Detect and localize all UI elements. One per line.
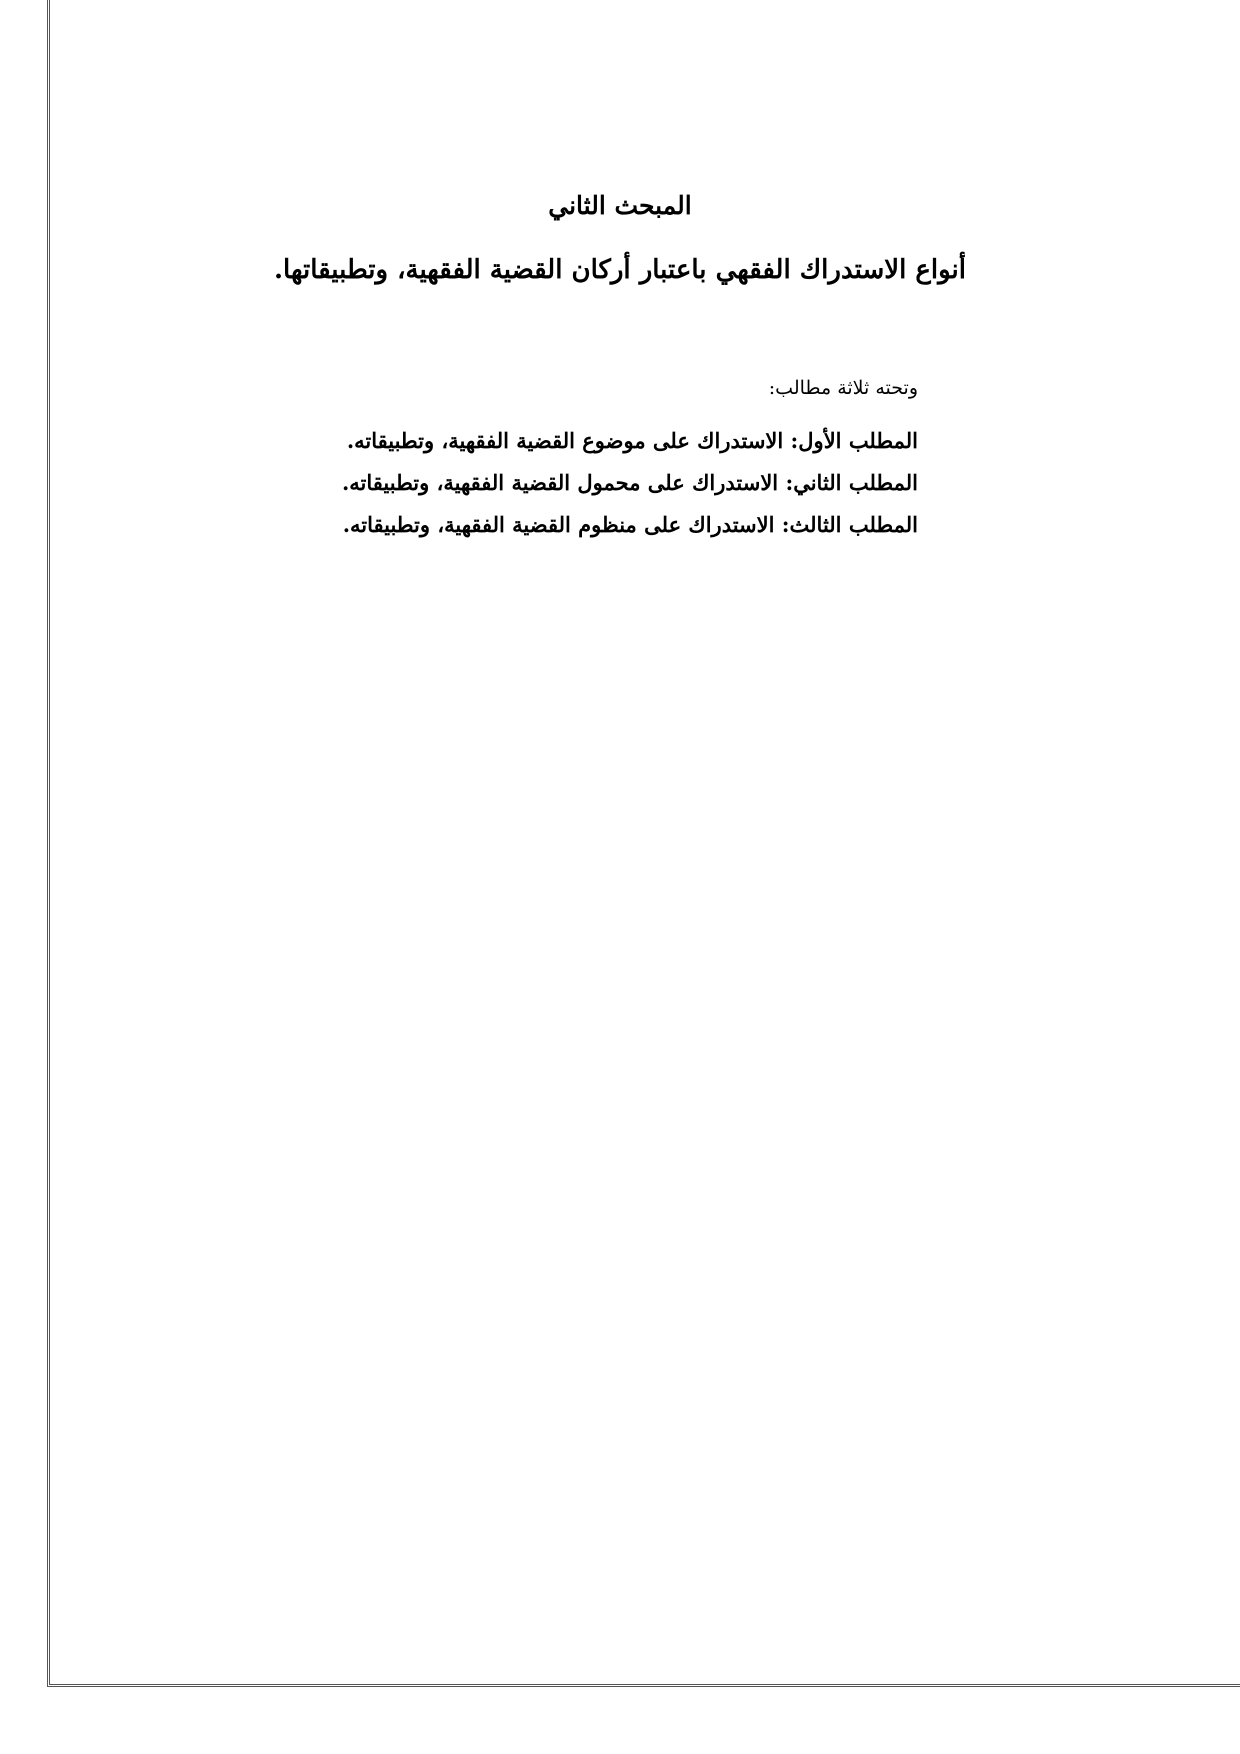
- section-item-first: المطلب الأول: الاستدراك على موضوع القضية الفقهية، وتطبيقاته.: [346, 428, 918, 453]
- section-item-third: المطلب الثالث: الاستدراك على منظوم القضية الفقهية، وتطبيقاته.: [342, 512, 918, 537]
- chapter-subtitle: أنواع الاستدراك الفقهي باعتبار أركان القضية الفقهية، وتطبيقاتها.: [274, 255, 966, 285]
- sections-list: [342, 420, 918, 546]
- section-item-second: المطلب الثاني: الاستدراك على محمول القضية الفقهية، وتطبيقاته.: [341, 470, 918, 495]
- sections-intro: وتحته ثلاثة مطالب:: [768, 377, 918, 399]
- chapter-title: المبحث الثاني: [548, 191, 692, 220]
